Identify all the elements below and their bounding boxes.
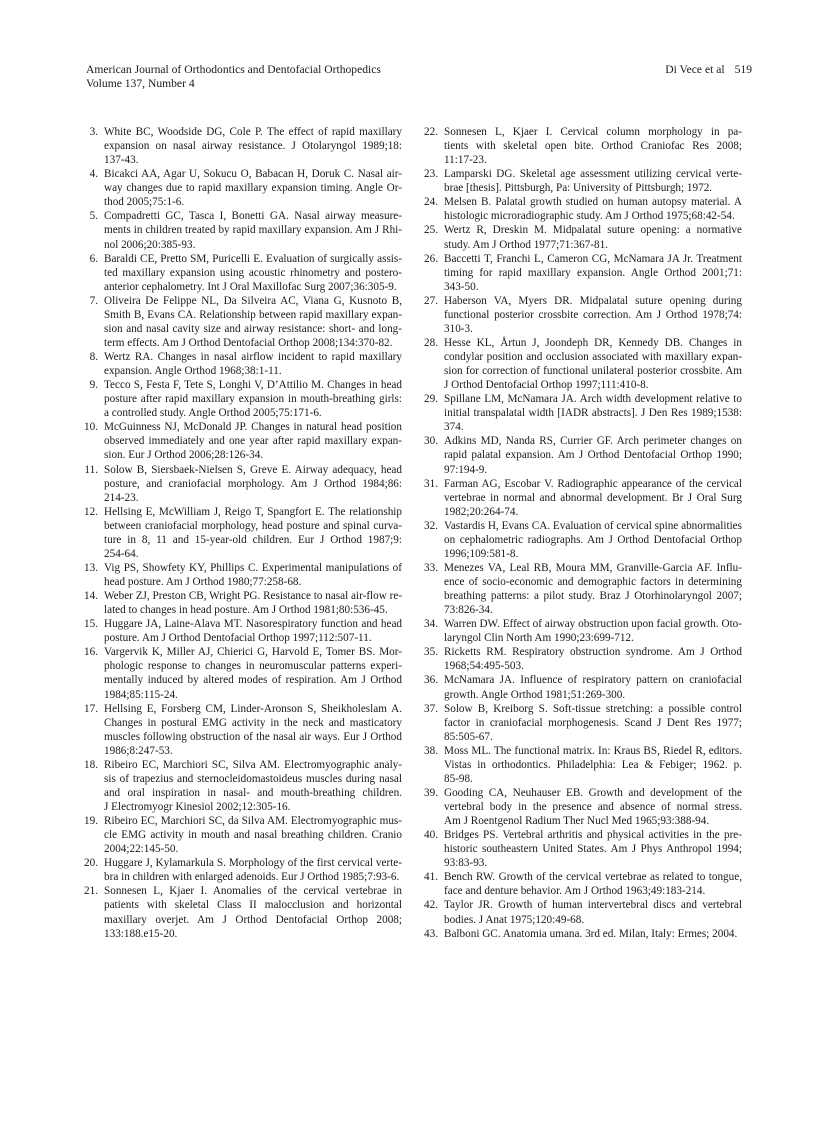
reference-text-line: J Electromyogr Kinesiol 2002;12:305-16. — [104, 801, 291, 813]
reference-text-line: laryngol Clin North Am 1990;23:699-712. — [444, 632, 634, 645]
reference-number: 37. — [424, 702, 438, 715]
reference-text-line: Solow B, Kreiborg S. Soft-tissue stretching: a possible control — [444, 702, 742, 715]
reference-text-line: patients with skeletal Class II malocclusion and horizontal — [104, 899, 402, 912]
reference-text-line: ence of socio-economic and demographic factors in determining — [444, 576, 742, 588]
reference-number: 12. — [84, 505, 98, 518]
reference-text-line: and oral inspiration in nasal- and mouth-breathing children. — [104, 786, 402, 799]
reference-number: 25. — [424, 224, 438, 237]
reference-item — [80, 645, 410, 701]
reference-text-line: Sonnesen L, Kjaer I. Anomalies of the cervical vertebrae in — [104, 885, 402, 898]
reference-number: 27. — [424, 294, 438, 307]
reference-text-line: Menezes VA, Leal RB, Moura MM, Granville-Garcia AF. Influ- — [444, 561, 742, 574]
reference-text-line: sis of trapezius and sternocleidomastoideus muscles during nasal — [104, 772, 402, 785]
reference-text-line: Hellsing E, Forsberg CM, Linder-Aronson S, Sheikholeslam A. — [104, 702, 402, 715]
reference-text-line: Hellsing E, McWilliam J, Reigo T, Spangfort E. The relationship — [104, 505, 402, 518]
page-number: 519 — [734, 63, 752, 76]
reference-text-line: Oliveira De Felippe NL, Da Silveira AC, Viana G, Kusnoto B, — [104, 294, 402, 307]
reference-text-line: Wertz R, Dreskin M. Midpalatal suture opening: a normative — [444, 224, 742, 237]
reference-text-line: posture, and craniofacial morphology. Am J Orthod 1984;86: — [104, 477, 402, 490]
reference-number: 24. — [424, 196, 438, 209]
reference-text-line: cle EMG activity in mouth and nasal breathing children. Cranio — [104, 829, 402, 842]
reference-item — [80, 463, 410, 505]
reference-number: 40. — [424, 829, 438, 842]
reference-text-line: on cephalometric radiographs. Am J Orthod Dentofacial Orthop — [444, 533, 742, 546]
reference-item — [420, 434, 750, 476]
reference-number: 43. — [424, 927, 438, 940]
reference-number: 9. — [89, 379, 98, 392]
reference-number: 14. — [84, 590, 98, 603]
reference-text-line: expansion. Angle Orthod 1968;38:1-11. — [104, 365, 282, 378]
reference-text-line: Compadretti GC, Tasca I, Bonetti GA. Nasal airway measure- — [104, 210, 402, 223]
reference-text-line: 85:505-67. — [444, 730, 493, 743]
reference-text-line: Farman AG, Escobar V. Radiographic appearance of the cervical — [444, 477, 742, 490]
reference-item — [420, 870, 750, 898]
reference-text-line: 2004;22:145-50. — [104, 843, 179, 856]
reference-text-line: Baccetti T, Franchi L, Cameron CG, McNamara JA Jr. Treatment — [444, 252, 742, 265]
reference-item — [80, 561, 410, 589]
reference-text-line: Balboni GC. Anatomia umana. 3rd ed. Milan, Italy: Ermes; 2004. — [444, 927, 738, 940]
reference-number: 33. — [424, 561, 438, 574]
reference-item — [420, 252, 750, 294]
reference-text-line: rapid palatal expansion. Am J Orthod Dentofacial Orthop 1990; — [444, 449, 742, 462]
reference-text-line: 93:83-93. — [444, 857, 488, 870]
reference-number: 19. — [84, 815, 98, 828]
reference-text-line: Am J Roentgenol Radium Ther Nucl Med 1965;93:388-94. — [444, 815, 710, 828]
reference-text-line: Smith B, Evans CA. Relationship between rapid maxillary expan- — [104, 308, 402, 321]
reference-text-line: term effects. Am J Orthod Dentofacial Orthop 2008;134:370-82. — [104, 336, 393, 349]
reference-text-line: 137-43. — [104, 154, 139, 167]
reference-item — [420, 336, 750, 392]
reference-number: 38. — [424, 744, 438, 757]
reference-item — [80, 252, 410, 294]
reference-item — [80, 125, 410, 167]
reference-item — [420, 195, 750, 223]
reference-text-line: Gooding CA, Neuhauser EB. Growth and development of the — [444, 786, 742, 799]
reference-number: 21. — [84, 885, 98, 898]
reference-text-line: face and denture behavior. Am J Orthod 1963;49:183-214. — [444, 885, 706, 898]
reference-text-line: 310-3. — [444, 322, 473, 335]
reference-text-line: Baraldi CE, Pretto SM, Puricelli E. Evaluation of surgically assis- — [104, 252, 402, 265]
reference-text-line: Changes in postural EMG activity in the neck and masticatory — [104, 716, 402, 729]
reference-text-line: Vastardis H, Evans CA. Evaluation of cervical spine abnormalities — [444, 519, 742, 532]
reference-text-line: thod 2005;75:1-6. — [104, 196, 185, 209]
reference-text-line: way changes due to rapid maxillary expansion timing. Angle Or- — [104, 182, 402, 195]
reference-text-line: Solow B, Siersbaek-Nielsen S, Greve E. Airway adequacy, head — [104, 463, 402, 476]
reference-item — [420, 744, 750, 786]
reference-text-line: sion and nasal cavity size and airway resistance: short- and long- — [104, 322, 402, 335]
reference-text-line: brae [thesis]. Pittsburgh, Pa: University of Pittsburgh; 1972. — [444, 182, 713, 195]
reference-text-line: Adkins MD, Nanda RS, Currier GF. Arch perimeter changes on — [444, 435, 742, 448]
reference-text-line: between craniofacial morphology, head posture and spinal curva- — [104, 519, 402, 532]
reference-number: 10. — [84, 421, 98, 434]
reference-number: 41. — [424, 871, 438, 884]
reference-text-line: Wertz RA. Changes in nasal airflow incident to rapid maxillary — [104, 351, 402, 363]
reference-text-line: growth. Angle Orthod 1981;51:269-300. — [444, 688, 626, 701]
reference-text-line: Taylor JR. Growth of human intervertebral discs and vertebral — [444, 899, 742, 912]
reference-text-line: mentally induced by altered modes of respiration. Am J Orthod — [104, 674, 402, 687]
reference-number: 22. — [424, 126, 438, 138]
reference-item — [80, 505, 410, 561]
running-header-right — [665, 63, 752, 77]
reference-text-line: ments in children treated by rapid maxillary expansion. Am J Rhi- — [104, 224, 402, 237]
reference-text-line: expansion on nasal airway resistance. J Otolaryngol 1989;18: — [104, 140, 402, 153]
reference-text-line: 1982;20:264-74. — [444, 505, 519, 518]
reference-number: 18. — [84, 758, 98, 771]
reference-item — [420, 392, 750, 434]
reference-text-line: muscles following obstruction of the nasal air ways. Eur J Orthod — [104, 730, 402, 743]
reference-text-line: 1986;8:247-53. — [104, 744, 173, 757]
reference-text-line: functional posterior crossbite correction. Am J Orthod 1978;74: — [444, 308, 742, 321]
reference-text-line: 1984;85:115-24. — [104, 688, 178, 701]
reference-item — [80, 420, 410, 462]
reference-item — [80, 884, 410, 940]
reference-item — [420, 828, 750, 870]
reference-item — [420, 898, 750, 926]
references-column-right — [420, 125, 750, 941]
reference-text-line: Moss ML. The functional matrix. In: Kraus BS, Riedel R, editors. — [444, 744, 742, 757]
reference-number: 26. — [424, 252, 438, 265]
reference-text-line: timing for rapid maxillary expansion. Angle Orthod 2001;71: — [444, 266, 742, 279]
reference-text-line: bra in children with enlarged adenoids. Eur J Orthod 1985;7:93-6. — [104, 871, 400, 884]
reference-text-line: Huggare J, Kylamarkula S. Morphology of the first cervical verte- — [104, 857, 402, 870]
reference-text-line: Vig PS, Showfety KY, Phillips C. Experimental manipulations of — [104, 561, 402, 574]
reference-number: 13. — [84, 561, 98, 574]
reference-text-line: a controlled study. Angle Orthod 2005;75:171-6. — [104, 407, 322, 420]
reference-text-line: vertebral body in the presence and absence of normal stress. — [444, 801, 742, 813]
reference-text-line: condylar position and occlusion associated with maxillary expan- — [444, 351, 742, 363]
reference-item — [80, 350, 410, 378]
reference-text-line: tients with skeletal open bite. Orthod Craniofac Res 2008; — [444, 140, 742, 153]
reference-text-line: Lamparski DG. Skeletal age assessment utilizing cervical verte- — [444, 168, 742, 181]
reference-item — [80, 167, 410, 209]
reference-text-line: Bench RW. Growth of the cervical vertebrae as related to tongue, — [444, 871, 742, 884]
reference-number: 5. — [89, 210, 98, 223]
reference-text-line: 133:188.e15-20. — [104, 927, 178, 940]
references-column-left — [80, 125, 410, 941]
reference-number: 3. — [89, 126, 98, 138]
reference-text-line: 11:17-23. — [444, 154, 487, 167]
reference-text-line: posture. Am J Orthod Dentofacial Orthop 1997;112:507-11. — [104, 632, 372, 645]
reference-text-line: nol 2006;20:385-93. — [104, 238, 196, 251]
reference-text-line: Melsen B. Palatal growth studied on human autopsy material. A — [444, 196, 742, 209]
reference-item — [80, 589, 410, 617]
reference-text-line: observed immediately and one year after rapid maxillary expan- — [104, 435, 402, 448]
reference-number: 42. — [424, 899, 438, 912]
reference-text-line: 254-64. — [104, 547, 139, 560]
reference-number: 17. — [84, 702, 98, 715]
journal-volume: Volume 137, Number 4 — [86, 77, 195, 90]
reference-text-line: ture in 8, 11 and 15-year-old children. Eur J Orthod 1987;9: — [104, 533, 402, 546]
reference-text-line: Weber ZJ, Preston CB, Wright PG. Resistance to nasal air-flow re- — [104, 590, 403, 603]
reference-text-line: 374. — [444, 421, 464, 434]
reference-number: 4. — [89, 168, 98, 181]
article-authors: Di Vece et al — [665, 63, 725, 76]
reference-item — [80, 814, 410, 856]
reference-text-line: ted maxillary expansion using acoustic rhinometry and postero- — [104, 266, 402, 279]
reference-text-line: vertebrae in normal and abnormal development. Br J Oral Surg — [444, 491, 742, 504]
reference-item — [420, 645, 750, 673]
reference-text-line: Warren DW. Effect of airway obstruction upon facial growth. Oto- — [444, 618, 742, 631]
reference-text-line: maxillary overjet. Am J Orthod Dentofacial Orthop 2008; — [104, 913, 402, 926]
reference-text-line: 73:826-34. — [444, 604, 493, 617]
reference-text-line: factor in craniofacial morphogenesis. Scand J Dent Res 1977; — [444, 716, 742, 729]
reference-number: 15. — [84, 618, 98, 631]
reference-text-line: Bicakci AA, Agar U, Sokucu O, Babacan H, Doruk C. Nasal air- — [104, 168, 402, 181]
reference-text-line: histologic microradiographic study. Am J Orthod 1975;68:42-54. — [444, 210, 735, 223]
running-header-left — [86, 63, 381, 91]
reference-item — [420, 519, 750, 561]
reference-text-line: study. Am J Orthod 1977;71:367-81. — [444, 238, 608, 251]
reference-text-line: J Orthod Dentofacial Orthop 1997;111:410-8. — [444, 379, 649, 392]
reference-number: 16. — [84, 646, 98, 659]
reference-text-line: posture after rapid maxillary expansion in mouth-breathing girls: — [104, 393, 402, 406]
reference-number: 32. — [424, 519, 438, 532]
reference-number: 31. — [424, 477, 438, 490]
reference-item — [80, 856, 410, 884]
reference-number: 28. — [424, 336, 438, 349]
reference-text-line: 97:194-9. — [444, 463, 488, 476]
reference-text-line: historic southeastern United States. Am J Phys Anthropol 1994; — [444, 843, 742, 856]
reference-text-line: 214-23. — [104, 491, 139, 504]
reference-text-line: Tecco S, Festa F, Tete S, Longhi V, D’Attilio M. Changes in head — [104, 379, 402, 392]
reference-item — [80, 702, 410, 758]
reference-item — [80, 758, 410, 814]
reference-item — [420, 786, 750, 828]
reference-item — [80, 294, 410, 350]
reference-number: 29. — [424, 393, 438, 406]
reference-item — [420, 617, 750, 645]
reference-text-line: phologic response to changes in neuromuscular patterns experi- — [104, 660, 402, 673]
reference-text-line: Vargervik K, Miller AJ, Chierici G, Harvold E, Tomer BS. Mor- — [104, 646, 402, 659]
reference-number: 20. — [84, 857, 98, 870]
reference-number: 30. — [424, 435, 438, 448]
reference-number: 23. — [424, 168, 438, 181]
reference-item — [80, 378, 410, 420]
reference-number: 7. — [89, 294, 98, 307]
reference-text-line: head posture. Am J Orthod 1980;77:258-68. — [104, 576, 302, 588]
reference-text-line: 343-50. — [444, 280, 479, 293]
reference-text-line: Ricketts RM. Respiratory obstruction syndrome. Am J Orthod — [444, 646, 742, 659]
reference-text-line: Spillane LM, McNamara JA. Arch width development relative to — [444, 393, 742, 406]
reference-text-line: initial transpalatal width [IADR abstracts]. J Den Res 1989;1538: — [444, 407, 742, 420]
reference-item — [80, 209, 410, 251]
reference-item — [80, 617, 410, 645]
reference-text-line: Huggare JA, Laine-Alava MT. Nasorespiratory function and head — [104, 618, 402, 631]
reference-number: 6. — [89, 252, 98, 265]
reference-item — [420, 223, 750, 251]
reference-item — [420, 477, 750, 519]
reference-item — [420, 167, 750, 195]
reference-item — [420, 561, 750, 617]
reference-text-line: Ribeiro EC, Marchiori SC, da Silva AM. Electromyographic mus- — [104, 815, 402, 828]
reference-text-line: White BC, Woodside DG, Cole P. The effect of rapid maxillary — [104, 126, 402, 138]
reference-text-line: Vistas in orthodontics. Philadelphia: Lea & Febiger; 1962. p. — [444, 758, 742, 771]
reference-text-line: Sonnesen L, Kjaer I. Cervical column morphology in pa- — [444, 126, 742, 138]
reference-text-line: bodies. J Anat 1975;120:49-68. — [444, 913, 585, 926]
reference-text-line: 1996;109:581-8. — [444, 547, 519, 560]
reference-text-line: lated to changes in head posture. Am J Orthod 1981;80:536-45. — [104, 604, 388, 617]
reference-text-line: McNamara JA. Influence of respiratory pattern on craniofacial — [444, 674, 742, 687]
reference-text-line: breathing patterns: a pilot study. Braz J Otorhinolaryngol 2007; — [444, 590, 742, 603]
reference-item — [420, 294, 750, 336]
reference-text-line: sion for correction of functional unilateral posterior crossbite. Am — [444, 365, 742, 378]
reference-number: 39. — [424, 786, 438, 799]
reference-text-line: 1968;54:495-503. — [444, 660, 524, 673]
reference-text-line: Bridges PS. Vertebral arthritis and physical activities in the pre- — [444, 829, 742, 842]
reference-text-line: McGuinness NJ, McDonald JP. Changes in natural head position — [104, 421, 402, 434]
reference-text-line: Haberson VA, Myers DR. Midpalatal suture opening during — [444, 294, 742, 307]
reference-text-line: Ribeiro EC, Marchiori SC, Silva AM. Electromyographic analy- — [104, 758, 402, 771]
reference-item — [420, 927, 750, 941]
journal-title: American Journal of Orthodontics and Dentofacial Orthopedics — [86, 63, 381, 76]
reference-item — [420, 702, 750, 744]
reference-text-line: sion. Eur J Orthod 2006;28:126-34. — [104, 449, 264, 462]
reference-number: 35. — [424, 646, 438, 659]
reference-item — [420, 673, 750, 701]
reference-number: 36. — [424, 674, 438, 687]
reference-text-line: 85-98. — [444, 772, 473, 785]
reference-number: 11. — [84, 463, 98, 476]
reference-text-line: Hesse KL, Årtun J, Joondeph DR, Kennedy DB. Changes in — [444, 336, 742, 349]
reference-number: 8. — [89, 351, 98, 363]
reference-number: 34. — [424, 618, 438, 631]
reference-text-line: anterior cephalometry. Int J Oral Maxillofac Surg 2007;36:305-9. — [104, 280, 397, 293]
reference-item — [420, 125, 750, 167]
